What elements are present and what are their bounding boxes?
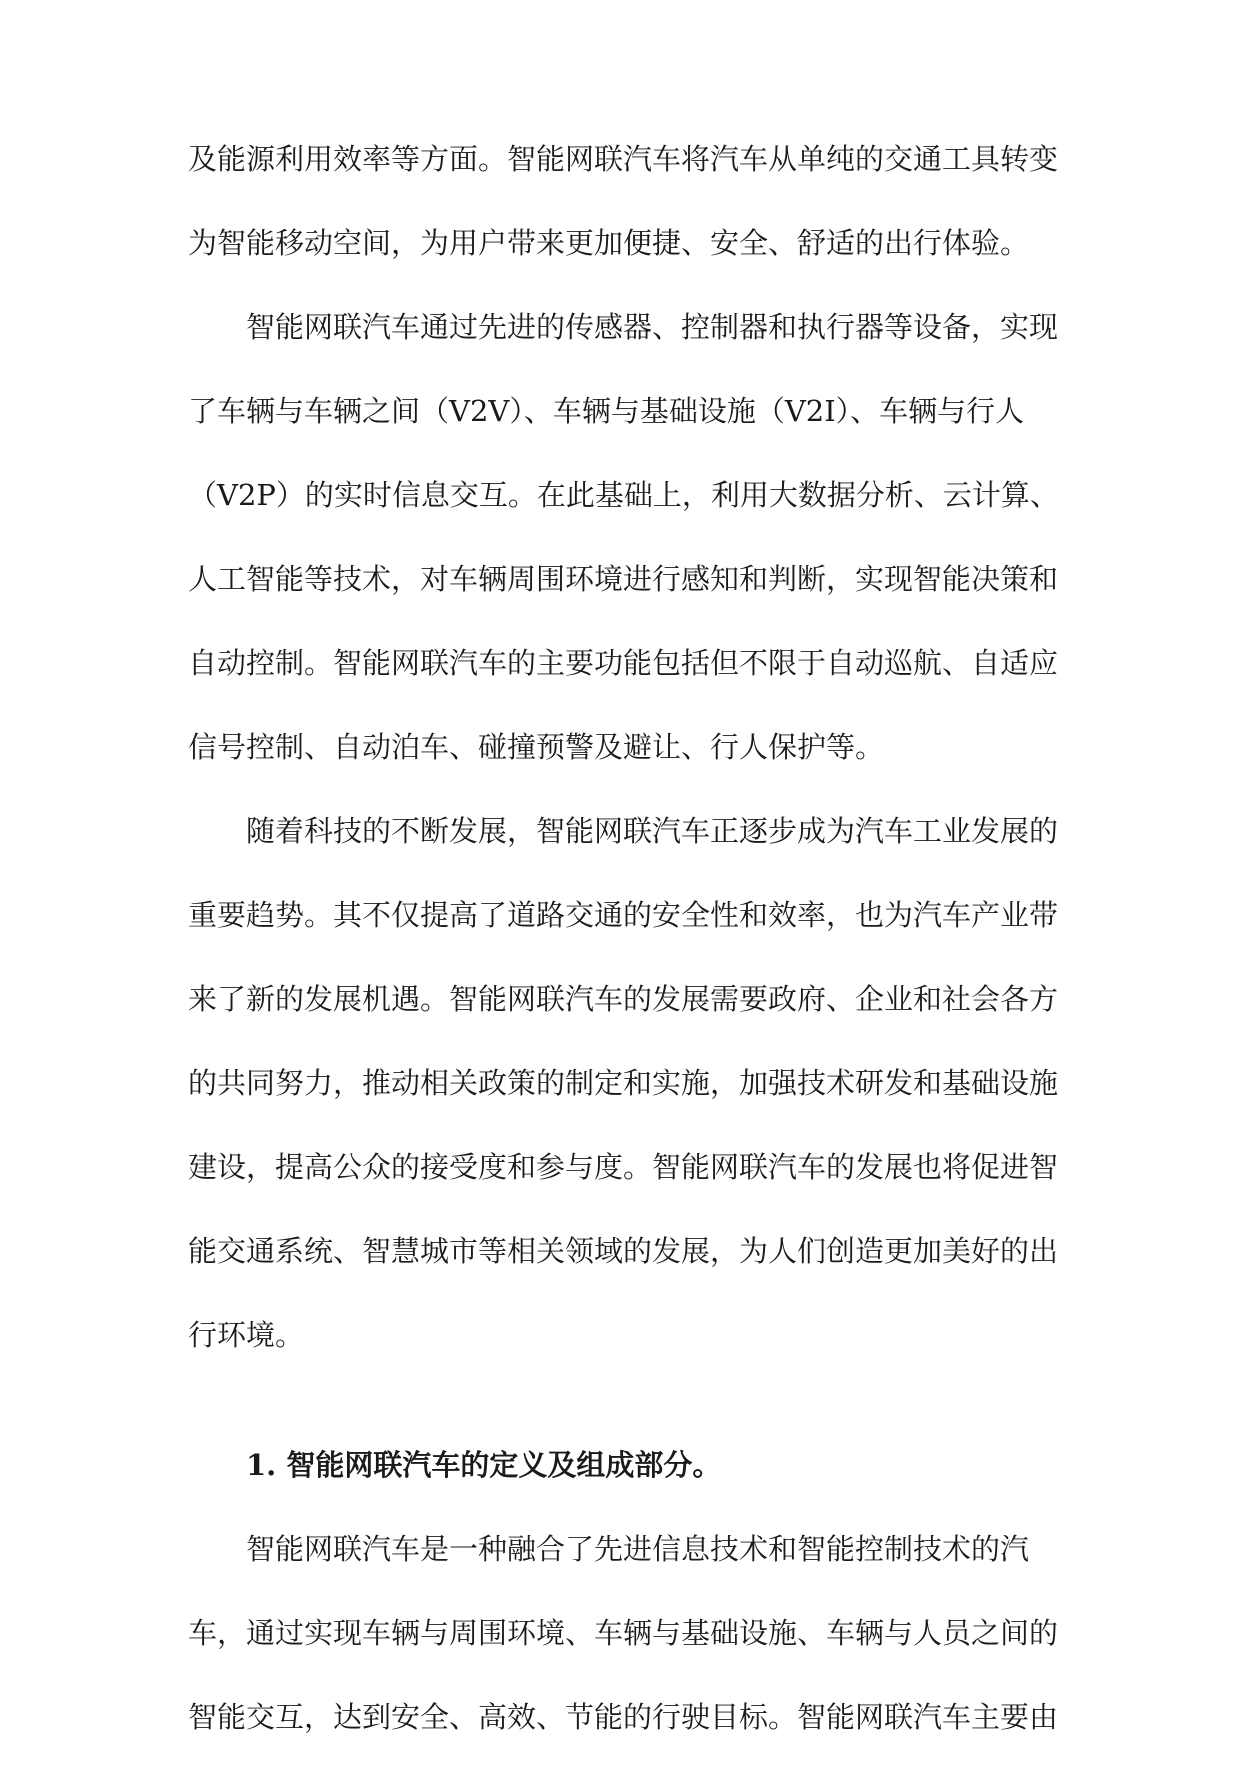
text-line: 行环境。 <box>188 1318 305 1352</box>
text-line: 智能网联汽车通过先进的传感器、控制器和执行器等设备，实现 <box>246 310 1059 344</box>
section-heading: 1. 智能网联汽车的定义及组成部分。 <box>246 1448 722 1482</box>
text-line: （V2P）的实时信息交互。在此基础上，利用大数据分析、云计算、 <box>188 478 1059 512</box>
paragraph-3 <box>188 812 1058 1354</box>
text-line: 及能源利用效率等方面。智能网联汽车将汽车从单纯的交通工具转变 <box>188 142 1059 176</box>
text-line: 能交通系统、智慧城市等相关领域的发展，为人们创造更加美好的出 <box>188 1234 1059 1268</box>
text-line: 随着科技的不断发展，智能网联汽车正逐步成为汽车工业发展的 <box>246 814 1059 848</box>
text-line: 人工智能等技术，对车辆周围环境进行感知和判断，实现智能决策和 <box>188 562 1059 596</box>
paragraph-2 <box>188 308 1058 766</box>
text-line: 了车辆与车辆之间（V2V）、车辆与基础设施（V2I）、车辆与行人 <box>188 394 1025 428</box>
paragraph-1 <box>188 140 1058 262</box>
paragraph-4 <box>188 1530 1058 1736</box>
text-line: 智能网联汽车是一种融合了先进信息技术和智能控制技术的汽 <box>246 1532 1030 1566</box>
text-line: 车，通过实现车辆与周围环境、车辆与基础设施、车辆与人员之间的 <box>188 1616 1059 1650</box>
text-line: 信号控制、自动泊车、碰撞预警及避让、行人保护等。 <box>188 730 885 764</box>
text-line: 自动控制。智能网联汽车的主要功能包括但不限于自动巡航、自适应 <box>188 646 1059 680</box>
text-line: 智能交互，达到安全、高效、节能的行驶目标。智能网联汽车主要由 <box>188 1700 1059 1734</box>
section-gap <box>188 1400 1058 1446</box>
text-line: 来了新的发展机遇。智能网联汽车的发展需要政府、企业和社会各方 <box>188 982 1059 1016</box>
text-line: 为智能移动空间，为用户带来更加便捷、安全、舒适的出行体验。 <box>188 226 1030 260</box>
text-line: 重要趋势。其不仅提高了道路交通的安全性和效率，也为汽车产业带 <box>188 898 1059 932</box>
text-line: 的共同努力，推动相关政策的制定和实施，加强技术研发和基础设施 <box>188 1066 1059 1100</box>
text-line: 建设，提高公众的接受度和参与度。智能网联汽车的发展也将促进智 <box>188 1150 1059 1184</box>
document-body <box>188 140 1058 1782</box>
